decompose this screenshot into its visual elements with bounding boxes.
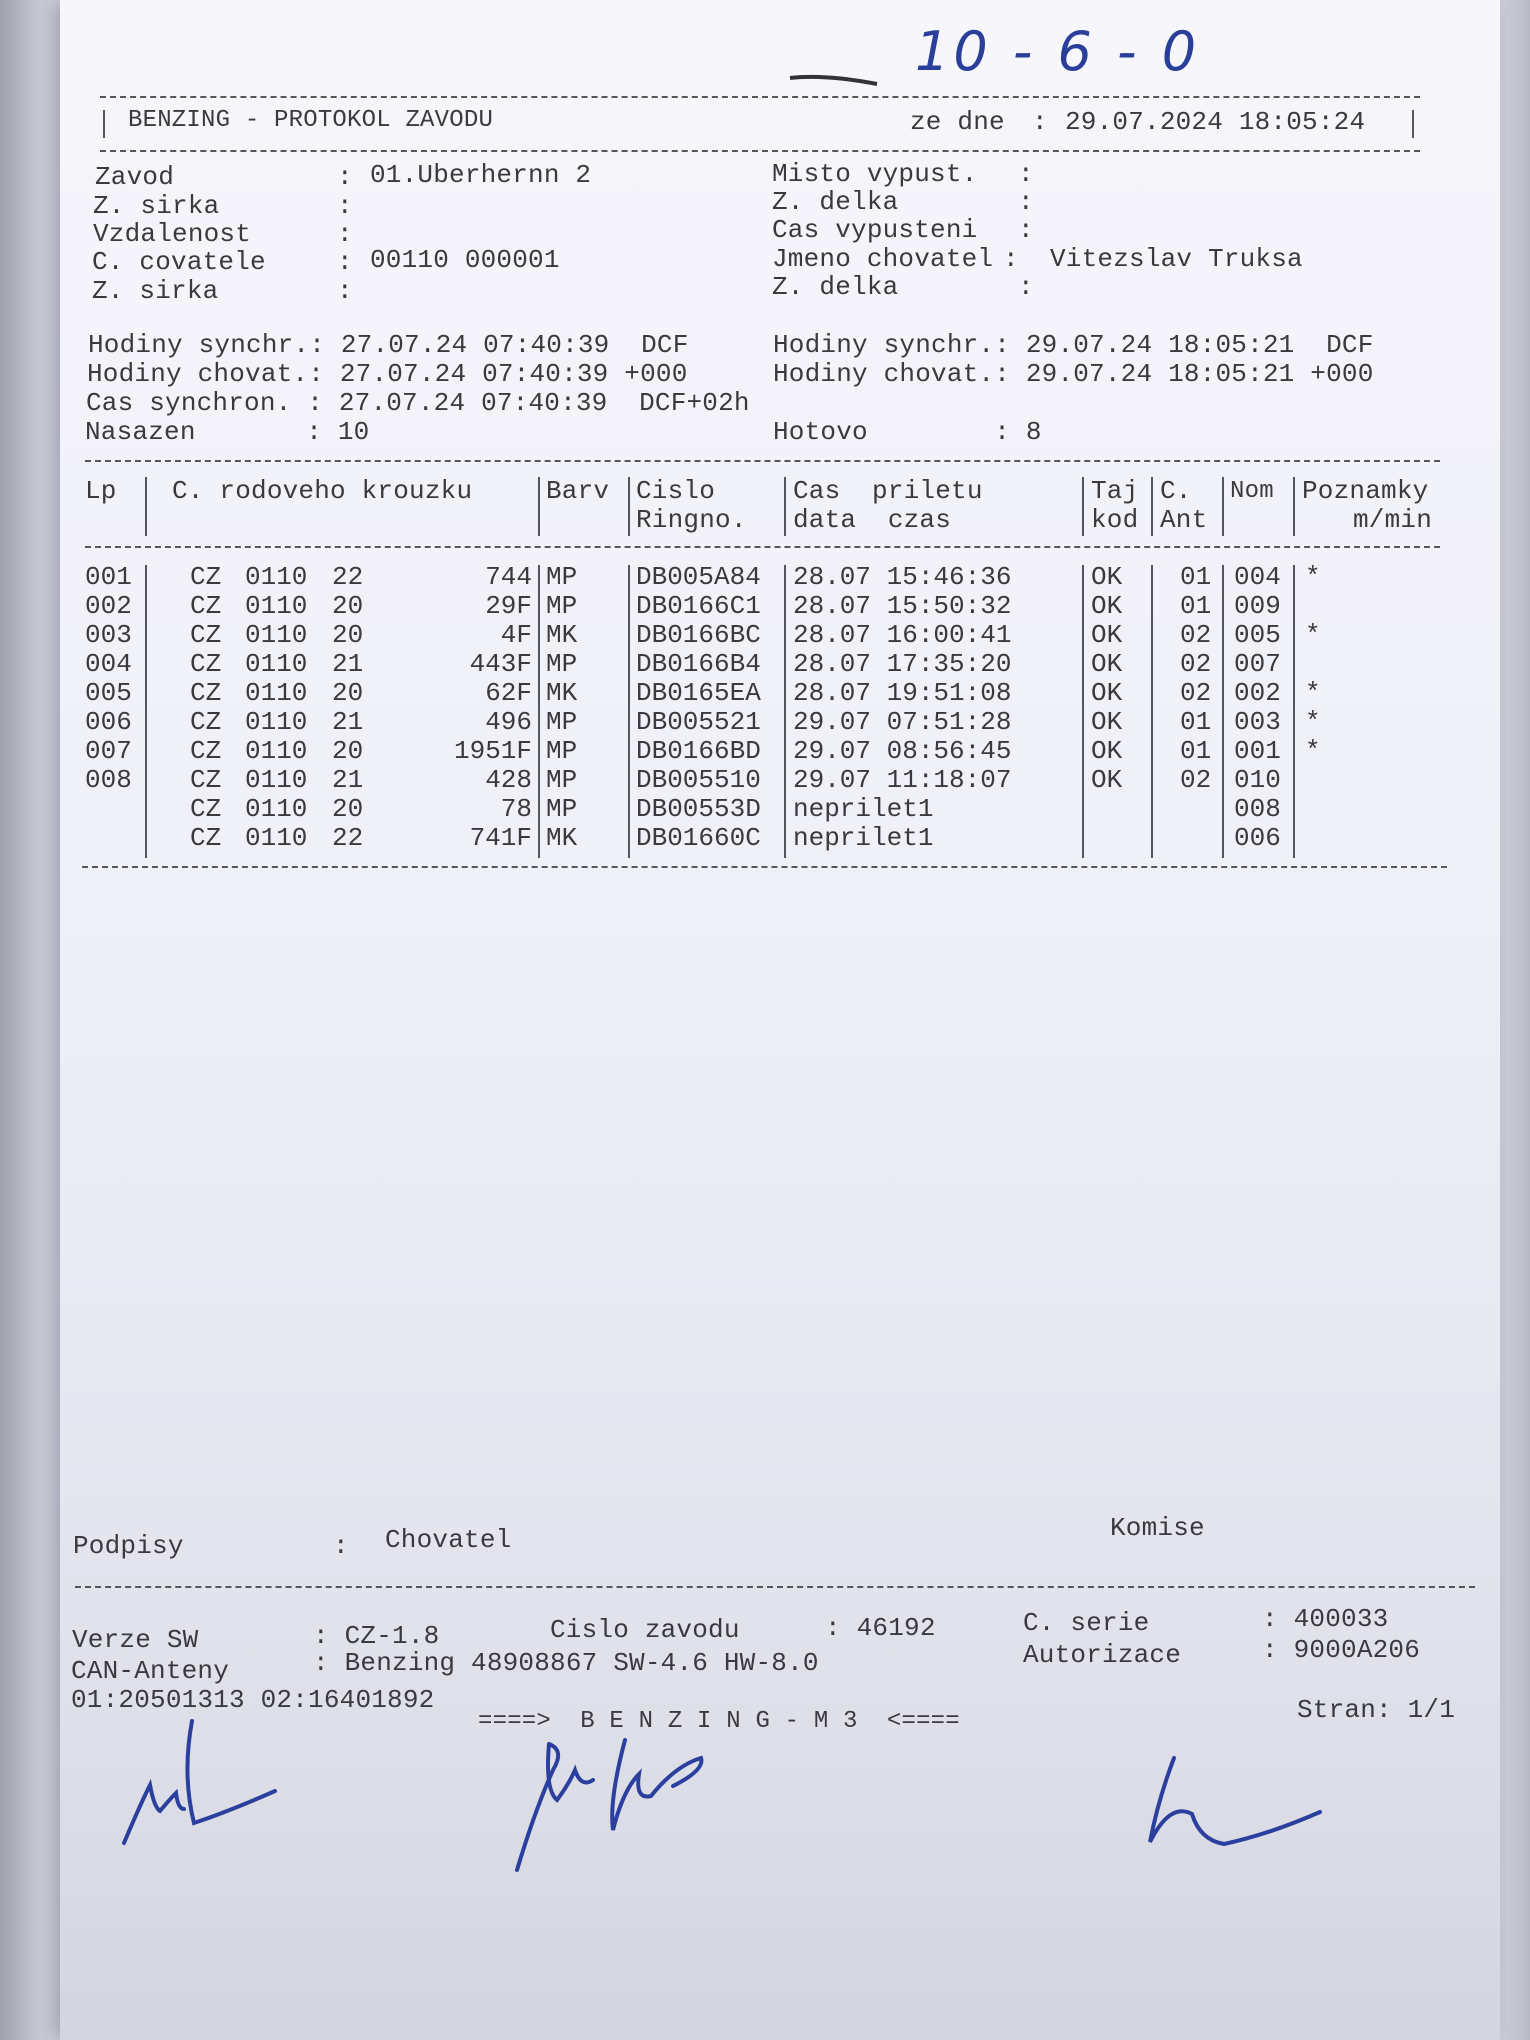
cell-barv: MP (546, 591, 578, 621)
header-date-value: 29.07.2024 18:05:24 (1065, 107, 1366, 137)
footer-device: ====> B E N Z I N G - M 3 <==== (478, 1708, 960, 1735)
cell-lp: 006 (85, 707, 132, 737)
cell-year: 20 (332, 736, 364, 766)
cell-country: CZ (190, 562, 222, 592)
signature-middle (505, 1730, 765, 1880)
col-sep (1293, 565, 1295, 858)
cell-barv: MP (546, 707, 578, 737)
cell-nom: 010 (1234, 765, 1281, 795)
cell-lp: 005 (85, 678, 132, 708)
cell-nom: 003 (1234, 707, 1281, 737)
cell-ringno: DB0166BC (636, 620, 761, 650)
cell-ant: 01 (1180, 707, 1212, 737)
col-sep (145, 477, 147, 536)
cell-pozn: * (1305, 562, 1321, 592)
sync-line: Hodiny synchr.: 29.07.24 18:05:21 DCF (773, 330, 1374, 360)
cell-ant: 01 (1180, 591, 1212, 621)
cell-ringno: DB0166C1 (636, 591, 761, 621)
cell-time: 28.07 16:00:41 (793, 620, 1012, 650)
cell-org: 0110 (245, 794, 308, 824)
cell-barv: MP (546, 562, 578, 592)
cell-year: 21 (332, 707, 364, 737)
cell-number: 496 (485, 707, 532, 737)
cell-country: CZ (190, 591, 222, 621)
cell-org: 0110 (245, 591, 308, 621)
header-cas: Cas priletu (793, 476, 983, 506)
info-label: Vzdalenost (93, 219, 252, 249)
cell-country: CZ (190, 649, 222, 679)
header-ring: C. rodoveho krouzku (172, 476, 473, 506)
col-sep (538, 477, 540, 536)
cell-nom: 006 (1234, 823, 1281, 853)
col-sep (628, 477, 630, 536)
header-right-bar (1412, 110, 1414, 138)
footer-verze-value: : CZ-1.8 (313, 1621, 440, 1651)
header-pozn: Poznamky (1302, 476, 1429, 506)
header-pozn-2: m/min (1353, 505, 1433, 535)
cell-pozn: * (1305, 707, 1321, 737)
cell-barv: MP (546, 649, 578, 679)
cell-barv: MP (546, 765, 578, 795)
sync-line: Hotovo : 8 (773, 417, 1042, 447)
cell-time: 28.07 15:50:32 (793, 591, 1012, 621)
footer-antenna-ids: 01:20501313 02:16401892 (71, 1685, 435, 1715)
cell-number: 29F (485, 591, 532, 621)
info-label: Z. sirka (93, 191, 220, 221)
cell-nom: 004 (1234, 562, 1281, 592)
cell-number: 741F (469, 823, 532, 853)
cell-taj: OK (1091, 736, 1123, 766)
cell-year: 22 (332, 823, 364, 853)
info-colon: : (1003, 244, 1019, 274)
divider-footer (75, 1586, 1475, 1588)
cell-barv: MK (546, 823, 578, 853)
cell-country: CZ (190, 620, 222, 650)
col-sep (1082, 477, 1084, 536)
col-sep (1082, 565, 1084, 858)
cell-year: 21 (332, 765, 364, 795)
header-cas-2: data czas (793, 505, 952, 535)
cell-nom: 001 (1234, 736, 1281, 766)
footer-serie-value: : 400033 (1262, 1604, 1389, 1634)
col-sep (628, 565, 630, 858)
cell-ant: 01 (1180, 562, 1212, 592)
footer-can-label: CAN-Anteny (71, 1656, 230, 1686)
cell-lp: 003 (85, 620, 132, 650)
cell-org: 0110 (245, 649, 308, 679)
sync-line: Hodiny chovat.: 29.07.24 18:05:21 +000 (773, 359, 1374, 389)
cell-nom: 009 (1234, 591, 1281, 621)
cell-org: 0110 (245, 736, 308, 766)
cell-country: CZ (190, 736, 222, 766)
col-sep (1151, 565, 1153, 858)
info-colon: : (337, 191, 353, 221)
signature-left (110, 1715, 290, 1855)
cell-lp: 008 (85, 765, 132, 795)
cell-ant: 02 (1180, 620, 1212, 650)
header-date-colon: : (1032, 107, 1048, 137)
cell-taj: OK (1091, 678, 1123, 708)
signatures-colon: : (333, 1531, 349, 1561)
cell-ringno: DB01660C (636, 823, 761, 853)
header-cislo: Cislo (636, 476, 716, 506)
cell-nom: 008 (1234, 794, 1281, 824)
cell-time: neprilet1 (793, 823, 934, 853)
cell-lp: 004 (85, 649, 132, 679)
cell-nom: 007 (1234, 649, 1281, 679)
cell-ringno: DB00553D (636, 794, 761, 824)
document-title: BENZING - PROTOKOL ZAVODU (128, 107, 494, 134)
cell-org: 0110 (245, 678, 308, 708)
info-value: Vitezslav Truksa (1050, 244, 1303, 274)
header-taj-2: kod (1091, 505, 1139, 535)
info-label: Cas vypusteni (772, 215, 978, 245)
col-sep (1222, 477, 1224, 536)
cell-country: CZ (190, 823, 222, 853)
cell-number: 428 (485, 765, 532, 795)
cell-org: 0110 (245, 823, 308, 853)
cell-barv: MP (546, 794, 578, 824)
cell-year: 21 (332, 649, 364, 679)
cell-taj: OK (1091, 562, 1123, 592)
cell-time: 28.07 15:46:36 (793, 562, 1012, 592)
handwritten-note: 10 - 6 - 0 (915, 20, 1201, 83)
sync-line: Nasazen : 10 (85, 417, 370, 447)
cell-year: 20 (332, 620, 364, 650)
header-barv: Barv (546, 476, 610, 506)
footer-serie-label: C. serie (1023, 1608, 1150, 1638)
cell-ringno: DB0166B4 (636, 649, 761, 679)
cell-lp: 007 (85, 736, 132, 766)
info-colon: : (1018, 215, 1034, 245)
cell-country: CZ (190, 765, 222, 795)
cell-pozn: * (1305, 736, 1321, 766)
cell-taj: OK (1091, 707, 1123, 737)
cell-country: CZ (190, 678, 222, 708)
cell-ringno: DB0166BD (636, 736, 761, 766)
cell-time: 29.07 08:56:45 (793, 736, 1012, 766)
cell-ant: 02 (1180, 678, 1212, 708)
cell-taj: OK (1091, 591, 1123, 621)
info-colon: : (1018, 159, 1034, 189)
signatures-label: Podpisy (73, 1531, 184, 1561)
divider-header (100, 150, 1420, 152)
cell-number: 744 (485, 562, 532, 592)
info-value: 00110 000001 (370, 245, 560, 275)
cell-nom: 005 (1234, 620, 1281, 650)
cell-time: 28.07 19:51:08 (793, 678, 1012, 708)
cell-org: 0110 (245, 620, 308, 650)
cell-year: 20 (332, 794, 364, 824)
col-sep (784, 565, 786, 858)
footer-page: Stran: 1/1 (1297, 1695, 1456, 1725)
footer-can-value: : Benzing 48908867 SW-4.6 HW-8.0 (313, 1648, 819, 1678)
sync-line: Hodiny synchr.: 27.07.24 07:40:39 DCF (88, 330, 689, 360)
header-cislo-2: Ringno. (636, 505, 747, 535)
cell-country: CZ (190, 794, 222, 824)
signature-right (1140, 1750, 1340, 1860)
info-label: Z. delka (772, 187, 899, 217)
header-ant: C. (1160, 476, 1192, 506)
cell-lp: 001 (85, 562, 132, 592)
divider-table-bottom (82, 866, 1447, 868)
cell-time: 29.07 11:18:07 (793, 765, 1012, 795)
header-date-label: ze dne (910, 107, 1005, 137)
cell-year: 20 (332, 591, 364, 621)
cell-org: 0110 (245, 562, 308, 592)
info-label: Misto vypust. (772, 159, 978, 189)
footer-verze-label: Verze SW (72, 1625, 199, 1655)
info-colon: : (337, 162, 353, 192)
cell-nom: 002 (1234, 678, 1281, 708)
footer-auth-label: Autorizace (1023, 1640, 1182, 1670)
cell-barv: MK (546, 678, 578, 708)
cell-taj: OK (1091, 765, 1123, 795)
cell-number: 4F (500, 620, 532, 650)
cell-barv: MK (546, 620, 578, 650)
cell-pozn: * (1305, 620, 1321, 650)
cell-barv: MP (546, 736, 578, 766)
divider-top (100, 96, 1420, 98)
cell-ringno: DB005510 (636, 765, 761, 795)
info-colon: : (337, 247, 353, 277)
col-sep (145, 565, 147, 858)
info-colon: : (1018, 272, 1034, 302)
signature-chovatel-label: Chovatel (385, 1525, 512, 1555)
col-sep (1222, 565, 1224, 858)
cell-time: 29.07 07:51:28 (793, 707, 1012, 737)
header-lp: Lp (85, 476, 117, 506)
cell-year: 22 (332, 562, 364, 592)
cell-number: 1951F (453, 736, 532, 766)
col-sep (1151, 477, 1153, 536)
info-label: Zavod (95, 162, 175, 192)
header-taj: Taj (1091, 476, 1139, 506)
cell-lp: 002 (85, 591, 132, 621)
cell-org: 0110 (245, 765, 308, 795)
cell-year: 20 (332, 678, 364, 708)
cell-org: 0110 (245, 707, 308, 737)
cell-ant: 01 (1180, 736, 1212, 766)
sync-line: Hodiny chovat.: 27.07.24 07:40:39 +000 (87, 359, 688, 389)
header-left-bar (103, 110, 105, 138)
cell-ant: 02 (1180, 649, 1212, 679)
signature-komise-label: Komise (1110, 1513, 1205, 1543)
cell-taj: OK (1091, 649, 1123, 679)
cell-ringno: DB0165EA (636, 678, 761, 708)
col-sep (538, 565, 540, 858)
cell-ringno: DB005A84 (636, 562, 761, 592)
cell-time: 28.07 17:35:20 (793, 649, 1012, 679)
cell-pozn: * (1305, 678, 1321, 708)
info-value: 01.Uberhernn 2 (370, 160, 592, 190)
info-colon: : (1018, 187, 1034, 217)
cell-number: 78 (500, 794, 532, 824)
info-colon: : (337, 276, 353, 306)
pen-stroke (785, 70, 885, 90)
header-ant-2: Ant (1160, 505, 1208, 535)
cell-time: neprilet1 (793, 794, 934, 824)
cell-number: 443F (469, 649, 532, 679)
col-sep (1293, 477, 1295, 536)
header-nom: Nom (1230, 478, 1274, 505)
info-colon: : (337, 219, 353, 249)
cell-country: CZ (190, 707, 222, 737)
footer-auth-value: : 9000A206 (1262, 1635, 1421, 1665)
divider-table-header (85, 546, 1440, 548)
info-label: Z. delka (772, 272, 899, 302)
footer-cislo-label: Cislo zavodu (550, 1615, 740, 1645)
cell-ant: 02 (1180, 765, 1212, 795)
divider-table-top (85, 460, 1440, 462)
cell-ringno: DB005521 (636, 707, 761, 737)
footer-cislo-value: : 46192 (825, 1613, 936, 1643)
sync-line: Cas synchron. : 27.07.24 07:40:39 DCF+02h (86, 388, 750, 418)
info-label: Jmeno chovatel (772, 244, 994, 274)
cell-number: 62F (485, 678, 532, 708)
info-label: Z. sirka (92, 276, 219, 306)
info-label: C. covatele (92, 247, 266, 277)
cell-taj: OK (1091, 620, 1123, 650)
col-sep (784, 477, 786, 536)
